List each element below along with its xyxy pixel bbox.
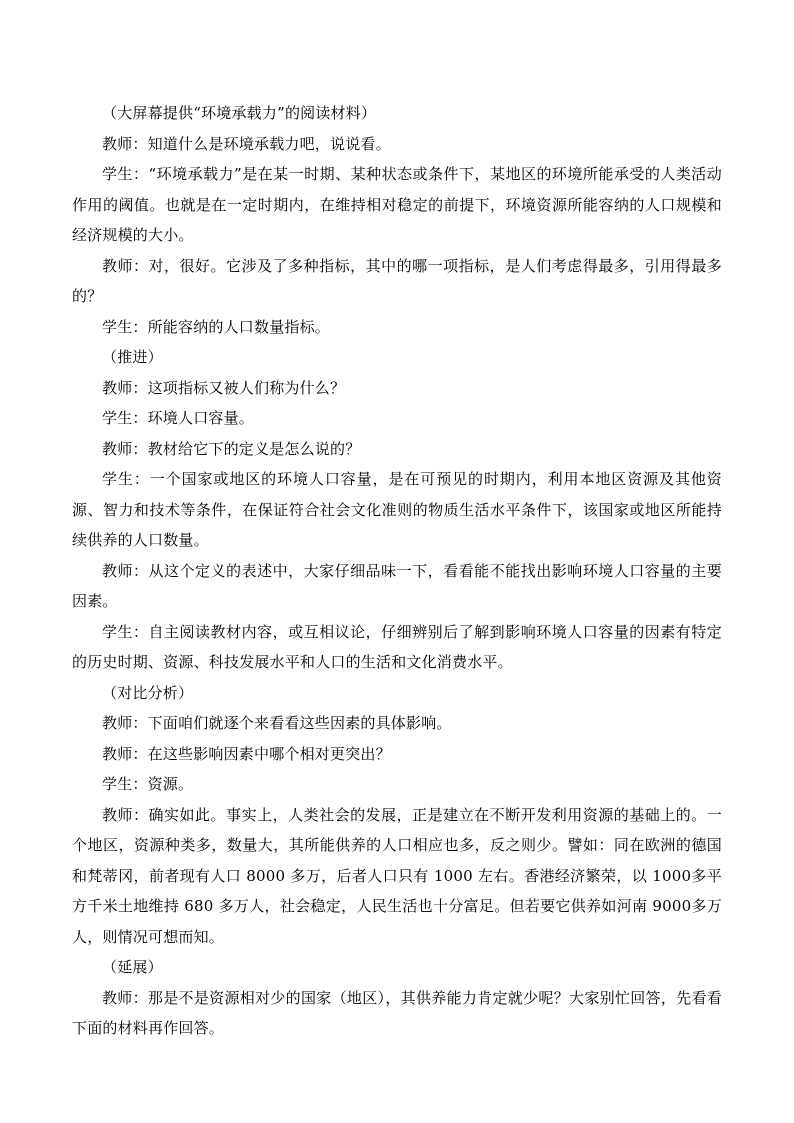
paragraph-student: 学生：自主阅读教材内容，或互相议论，仔细辨别后了解到影响环境人口容量的因素有特定的历史时期、资源、科技发展水平和人口的生活和文化消费水平。 [72,622,722,671]
paragraph-student: 学生：所能容纳的人口数量指标。 [102,317,331,336]
paragraph-teacher: 教师：在这些影响因素中哪个相对更突出？ [102,744,391,763]
paragraph-student: 学生：环境人口容量。 [102,409,255,427]
paragraph-teacher: 教师：确实如此。事实上，人类社会的发展，正是建立在不断开发利用资源的基础上的。一个地区，资源种类多，数量大，其所能供养的人口相应也多，反之则少。譬如：同在欧洲的德国和梵蒂冈，前者现有人口 8000 多万，后者人口只有 1000 左右。香港经济繁荣，以 1000多平方千米土地维持 680 多万人，社会稳定，人民生活也十分富足。但若要它供养如河南 9000多万人，则情况可想而知。 [72,805,722,946]
paragraph-teacher: 教师：下面咱们就逐个来看看这些因素的具体影响。 [102,714,452,732]
paragraph-teacher: 教师：对，很好。它涉及了多种指标，其中的哪一项指标，是人们考虑得最多，引用得最多的？ [72,256,722,305]
paragraph-stage-note: （对比分析） [102,683,194,702]
paragraph-teacher: 教师：知道什么是环境承载力吧，说说看。 [102,134,391,153]
paragraph-student: 学生：资源。 [102,775,194,793]
paragraph-reading-material-note: （大屏幕提供“环境承载力”的阅读材料） [102,104,377,122]
paragraph-teacher: 教师：教材给它下的定义是怎么说的？ [102,439,361,458]
paragraph-teacher: 教师：这项指标又被人们称为什么？ [102,378,346,397]
paragraph-teacher: 教师：从这个定义的表述中，大家仔细品味一下，看看能不能找出影响环境人口容量的主要因素。 [72,561,722,610]
paragraph-stage-note: （延展） [102,958,163,976]
paragraph-teacher: 教师：那是不是资源相对少的国家（地区），其供养能力肯定就少呢？大家别忙回答，先看看下面的材料再作回答。 [72,988,722,1037]
paragraph-stage-note: （推进） [102,348,163,366]
paragraph-student: 学生：“环境承载力”是在某一时期、某种状态或条件下，某地区的环境所能承受的人类活动作用的阈值。也就是在一定时期内，在维持相对稳定的前提下，环境资源所能容纳的人口规模和经济规模的大小。 [72,165,722,244]
paragraph-student: 学生：一个国家或地区的环境人口容量，是在可预见的时期内，利用本地区资源及其他资源、智力和技术等条件，在保证符合社会文化准则的物质生活水平条件下，该国家或地区所能持续供养的人口数量。 [72,470,722,549]
document-page [72,98,722,1044]
